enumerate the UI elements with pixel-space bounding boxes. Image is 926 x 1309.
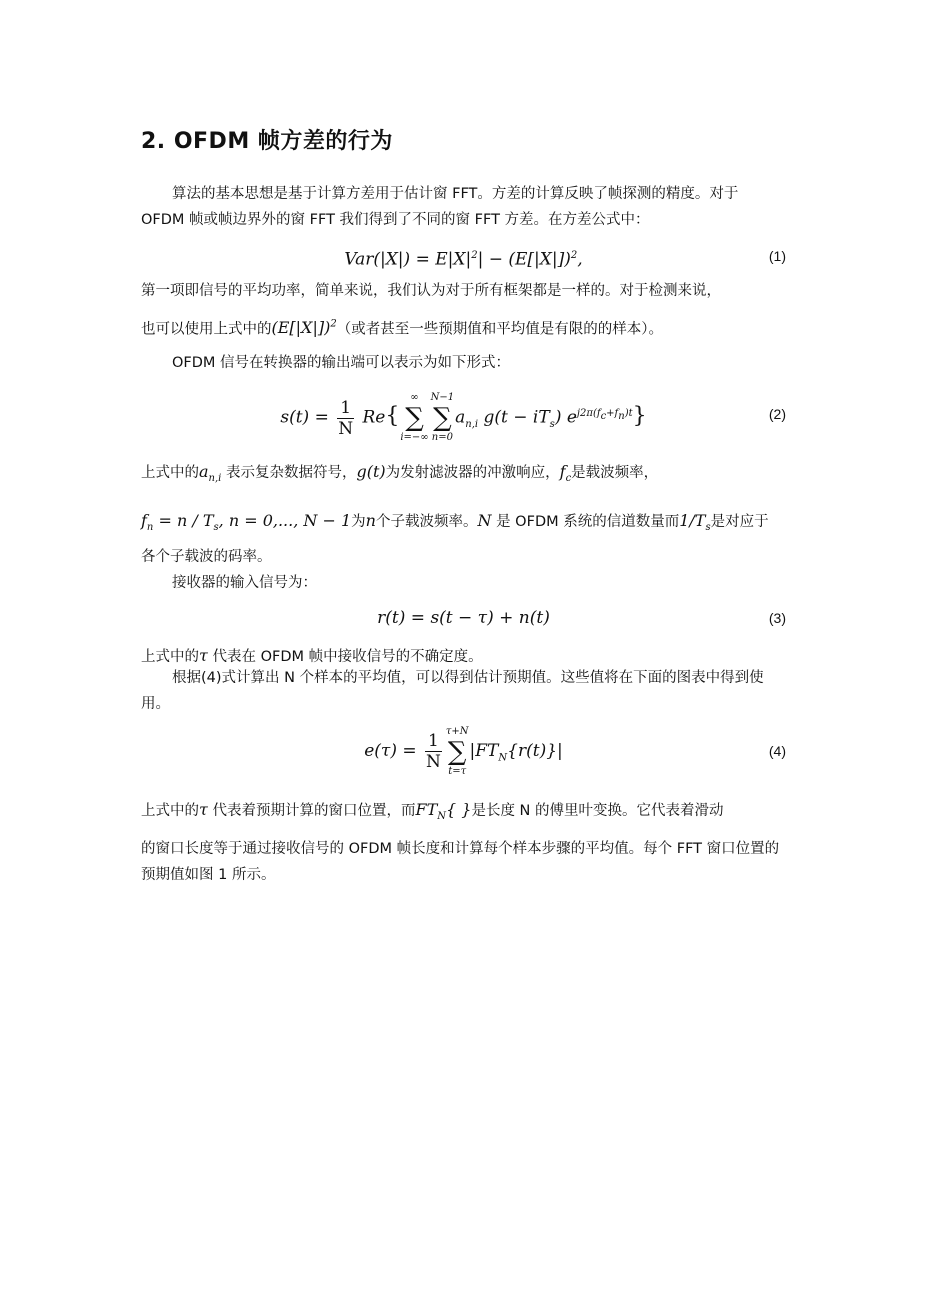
equation-4-number: (4): [768, 743, 786, 759]
paragraph-symbols-c: 各个子载波的码率。: [141, 549, 272, 565]
equation-4-formula: e(τ) = $\frac{1}{N}$ τ+N ∑ t=τ $|FT_N\{r(t)\}|$: [364, 725, 563, 777]
equation-2-formula: s(t) = $\frac{1}{N}$ Re{ ∞ ∑ i=−∞ N−1 ∑ n=0 $a_{n,i}$ $g(t - iT_s)$ $e^{j2\pi(f_c+f_n)t}$}: [280, 392, 647, 444]
symbols-b-text-1: 为: [351, 514, 366, 530]
paragraph-window-cont: 的窗口长度等于通过接收信号的 OFDM 帧长度和计算每个样本步骤的平均值。每个 FFT 窗口位置的预期值如图 1 所示。: [141, 841, 780, 883]
paragraph-variance-b-tail: （或者甚至一些预期值和平均值是有限的的样本）。: [336, 321, 663, 338]
paragraph-variance-b: [141, 312, 786, 342]
paragraph-average: 根据(4)式计算出 N 个样本的平均值，可以得到估计预期值。这些值将在下面的图表中得到使用。: [141, 670, 764, 712]
equation-3-formula: r(t) = s(t − τ) + n(t): [377, 608, 550, 628]
symbol-fn: $f_n = n / T_s$, n = 0,..., N − 1: [141, 511, 352, 534]
equation-3: [141, 598, 786, 638]
equation-3-number: (3): [768, 610, 786, 626]
equation-1: [141, 236, 786, 276]
section-heading: 2. OFDM 帧方差的行为: [141, 129, 393, 154]
symbol-g-t: g(t): [356, 462, 386, 481]
paragraph-variance-b-lead: 也可以使用上式中的: [141, 321, 272, 338]
window-text-1: 代表着预期计算的窗口位置，而: [207, 803, 416, 819]
symbols-b-text-4: 是对应于: [710, 514, 769, 530]
symbol-tau: τ: [199, 646, 208, 665]
equation-1-number: (1): [768, 248, 786, 264]
equation-1-formula: $Var(|X|) = E|X|^2| - (E[|X|])^2$,: [344, 249, 583, 270]
symbol-ft: $FT_N${ }: [415, 800, 472, 823]
symbol-n: n: [365, 511, 376, 530]
symbols-b-text-3: 是 OFDM 系统的信道数量而: [491, 514, 680, 530]
paragraph-variance-a: 第一项即信号的平均功率，简单来说，我们认为对于所有框架都是一样的。对于检测来说，: [141, 283, 721, 299]
symbols-a-text-3: 是载波频率，: [571, 465, 659, 481]
paragraph-ofdm-signal: OFDM 信号在转换器的输出端可以表示为如下形式：: [172, 355, 511, 371]
uncertainty-tail: 代表在 OFDM 帧中接收信号的不确定度。: [207, 649, 483, 665]
window-text-2: 是长度 N 的傅里叶变换。它代表着滑动: [471, 803, 724, 819]
symbol-tau-2: τ: [199, 800, 208, 819]
symbol-a-ni: $a_{n,i}$: [199, 462, 222, 485]
paragraph-receiver: 接收器的输入信号为：: [172, 575, 317, 591]
equation-2: [141, 386, 786, 442]
symbols-b-text-2: 个子载波频率。: [375, 514, 478, 530]
symbols-a-text-2: 为发射滤波器的冲激响应，: [385, 465, 560, 481]
symbols-a-text-1: 表示复杂数据符号，: [221, 465, 357, 481]
symbol-N: N: [477, 511, 492, 530]
window-lead: 上式中的: [141, 803, 199, 819]
paragraph-symbols-b: [141, 508, 786, 541]
uncertainty-lead: 上式中的: [141, 649, 199, 665]
equation-4: [141, 724, 786, 778]
symbol-rate: $1/T_s$: [679, 511, 711, 534]
paragraph-symbols-a: [141, 459, 786, 492]
symbol-fc: $f_c$: [559, 462, 572, 485]
symbols-a-lead: 上式中的: [141, 465, 199, 481]
paragraph-intro: 算法的基本思想是基于计算方差用于估计窗 FFT。方差的计算反映了帧探测的精度。对于 OFDM 帧或帧边界外的窗 FFT 我们得到了不同的窗 FFT 方差。在方差公式中：: [141, 186, 739, 228]
inline-expectation: $(E[|X|])^2$: [271, 318, 337, 338]
equation-2-number: (2): [768, 406, 786, 422]
paragraph-window: [141, 797, 786, 830]
